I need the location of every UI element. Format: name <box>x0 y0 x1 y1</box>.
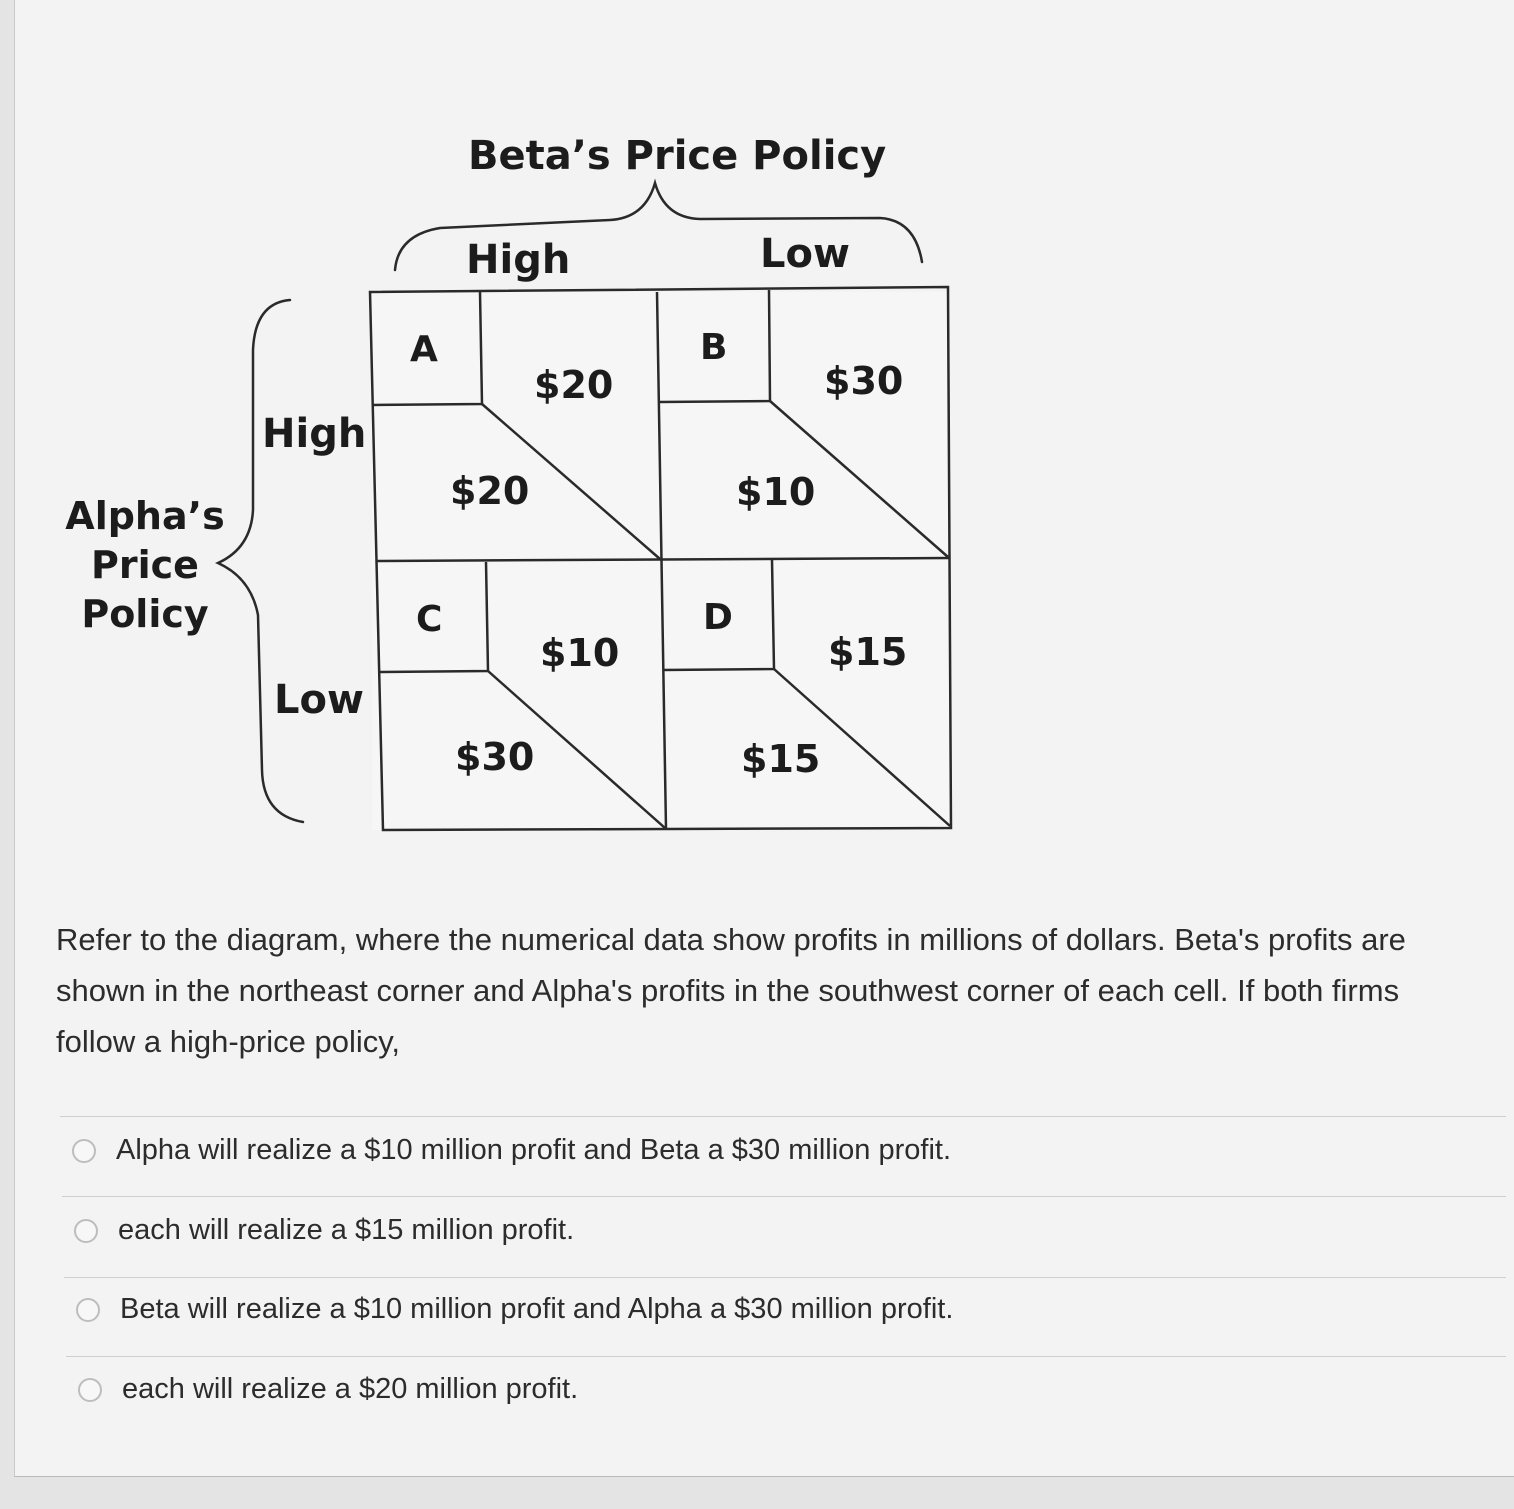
beta-price-policy-title: Beta’s Price Policy <box>468 133 887 179</box>
cell-a-alpha-profit: $20 <box>450 469 530 513</box>
answer-option-label: each will realize a $15 million profit. <box>118 1214 575 1246</box>
cell-b-label: B <box>700 327 728 368</box>
radio-button[interactable] <box>76 1298 100 1322</box>
alpha-title-line-1: Alpha’s <box>65 494 225 538</box>
answer-option-label: Beta will realize a $10 million profit and Alpha a $30 million profit. <box>120 1293 954 1325</box>
alpha-low-label: Low <box>274 677 364 723</box>
answer-option-label: each will realize a $20 million profit. <box>122 1373 579 1405</box>
radio-button[interactable] <box>74 1219 98 1243</box>
radio-button[interactable] <box>78 1378 102 1402</box>
cell-d-alpha-profit: $15 <box>741 737 821 781</box>
cell-c-beta-profit: $10 <box>540 631 620 675</box>
cell-c-label: C <box>416 599 443 640</box>
alpha-title-line-2: Price <box>91 543 199 587</box>
cell-a-beta-profit: $20 <box>534 363 614 407</box>
cell-a-label: A <box>410 329 438 370</box>
alpha-brace <box>218 300 303 822</box>
divider <box>60 1116 1506 1117</box>
alpha-price-policy-title <box>60 492 230 639</box>
radio-button[interactable] <box>72 1139 96 1163</box>
divider <box>66 1356 1506 1357</box>
beta-high-label: High <box>466 237 571 283</box>
cell-b-beta-profit: $30 <box>824 359 904 403</box>
divider <box>62 1196 1506 1197</box>
divider <box>64 1277 1506 1278</box>
cell-d-beta-profit: $15 <box>828 630 908 674</box>
cell-b-alpha-profit: $10 <box>736 470 816 514</box>
beta-low-label: Low <box>760 231 850 277</box>
cell-c-alpha-profit: $30 <box>455 735 535 779</box>
alpha-high-label: High <box>262 411 367 457</box>
cell-d-label: D <box>703 597 733 638</box>
answer-option-1[interactable] <box>72 1134 951 1167</box>
answer-option-label: Alpha will realize a $10 million profit and Beta a $30 million profit. <box>116 1134 951 1166</box>
question-text: Refer to the diagram, where the numerical data show profits in millions of dollars. Beta's profits are shown in the northeast corner and Alpha's profits in the southwest corner of each cell. If both firms follow a high-price policy, <box>56 922 1406 1059</box>
answer-option-3[interactable] <box>76 1293 953 1326</box>
answer-option-2[interactable] <box>74 1214 574 1247</box>
alpha-title-line-3: Policy <box>81 592 209 636</box>
answer-option-4[interactable] <box>78 1373 578 1406</box>
